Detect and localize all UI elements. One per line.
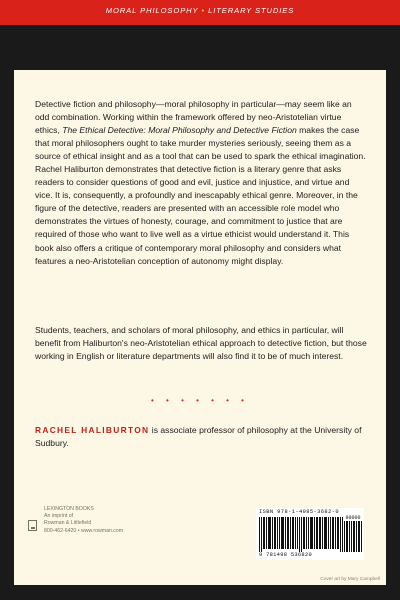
description-paragraph-1 xyxy=(35,98,367,268)
description-p1-end: makes the case that moral philosophers ought to take murder mysteries seriously, seeing them as a source of ethical insight and as a tool that can be used to spark the ethical imagination. Rachel Haliburton demonstrates that detective fiction is a literary genre that asks readers to consider questions of good and evil, justice and injustice, and virtue and vice. It is, consequently, a profoundly and inescapably ethical genre. Moreover, in the figure of the detective, readers are presented with an accessible role model who demonstrates the virtues of honesty, courage, and commitment to justice that are required of those who want to live well as a virtue ethicist would understand it. This book also offers a critique of contemporary moral philosophy and considers what features a neo-Aristotelian conception of autonomy might display. xyxy=(35,125,366,266)
cover-art-credit: Cover art by Mary Campbell xyxy=(320,577,380,582)
publisher-imprint-line: An imprint of xyxy=(44,513,74,520)
publisher-logo-icon xyxy=(28,520,37,531)
author-name: RACHEL HALIBURTON xyxy=(35,425,150,435)
ean-barcode-icon xyxy=(259,517,343,552)
series-moral-philosophy: MORAL PHILOSOPHY xyxy=(105,6,199,15)
price-barcode-icon xyxy=(344,521,362,552)
book-title: The Ethical Detective: Moral Philosophy and Detective Fiction xyxy=(62,125,297,136)
author-bio xyxy=(35,424,367,450)
divider-dots: • • • • • • • xyxy=(151,396,249,405)
series-literary-studies: LITERARY STUDIES xyxy=(208,6,295,15)
barcode xyxy=(256,508,364,560)
author-bio-text: is associate professor of philosophy at the University of Sudbury. xyxy=(35,425,362,449)
series-separator: • xyxy=(201,6,206,15)
series-header xyxy=(0,0,400,26)
barcode-number: 9 781498 536820 xyxy=(259,552,313,558)
publisher-parent: Rowman & Littlefield xyxy=(44,520,92,527)
publisher-contact: 800-462-6420 • www.rowman.com xyxy=(44,527,124,534)
description-paragraph-2: Students, teachers, and scholars of moral philosophy, and ethics in particular, will benefit from Haliburton's neo-Aristotelian ethical approach to detective fiction, but those working in English or literature departments will also find it to be of much interest. xyxy=(35,325,367,362)
publisher-name: LEXINGTON BOOKS xyxy=(44,506,94,512)
price-code: 90000 xyxy=(345,515,361,521)
isbn-text: ISBN 978-1-4985-3682-0 xyxy=(259,509,339,515)
description-p1-start: Detective fiction and philosophy—moral philosophy in particular—may seem like an odd combination. Working within the framework offered by neo-Aristotelian virtue ethics, xyxy=(35,99,352,136)
